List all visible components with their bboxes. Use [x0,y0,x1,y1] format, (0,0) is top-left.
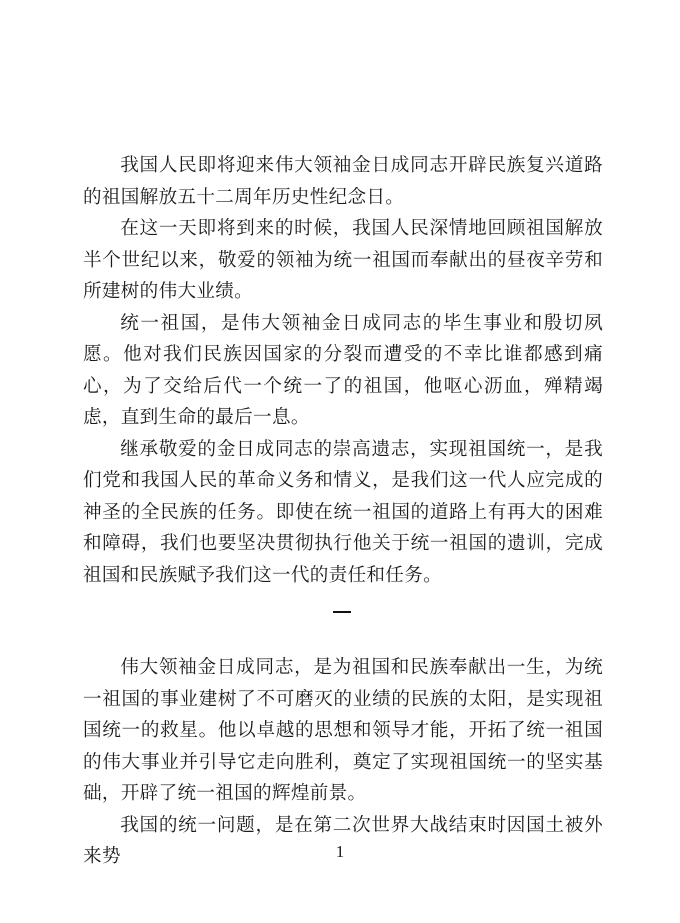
paragraph: 继承敬爱的金日成同志的崇高遗志，实现祖国统一，是我们党和我国人民的革命义务和情义，是我们这一代人应完成的神圣的全民族的任务。即使在统一祖国的道路上有再大的困难和障碍，我们也要坚决贯彻执行他关于统一祖国的遗训，完成祖国和民族赋予我们这一代的责任和任务。 [83,438,603,586]
section-two [83,652,603,873]
paragraph: 伟大领袖金日成同志，是为祖国和民族奉献出一生，为统一祖国的事业建树了不可磨灭的业绩的民族的太阳，是实现祖国统一的救星。他以卓越的思想和领导才能，开拓了统一祖国的伟大事业并引导它走向胜利，奠定了实现祖国统一的坚实基础，开辟了统一祖国的辉煌前景。 [83,657,603,804]
paragraph: 在这一天即将到来的时候，我国人民深情地回顾祖国解放半个世纪以来，敬爱的领袖为统一祖国而奉献出的昼夜辛劳和所建树的伟大业绩。 [83,218,603,302]
section-one [83,150,603,591]
paragraph: 我国人民即将迎来伟大领袖金日成同志开辟民族复兴道路的祖国解放五十二周年历史性纪念日。 [83,155,603,208]
section-divider [333,611,351,613]
paragraph: 统一祖国，是伟大领袖金日成同志的毕生事业和殷切夙愿。他对我们民族因国家的分裂而遭受的不幸比谁都感到痛心，为了交给后代一个统一了的祖国，他呕心沥血，殚精竭虑，直到生命的最后一息。 [83,312,603,428]
paragraph: 我国的统一问题，是在第二次世界大战结束时因国土被外来势 [83,814,603,867]
page-number: 1 [335,842,345,861]
